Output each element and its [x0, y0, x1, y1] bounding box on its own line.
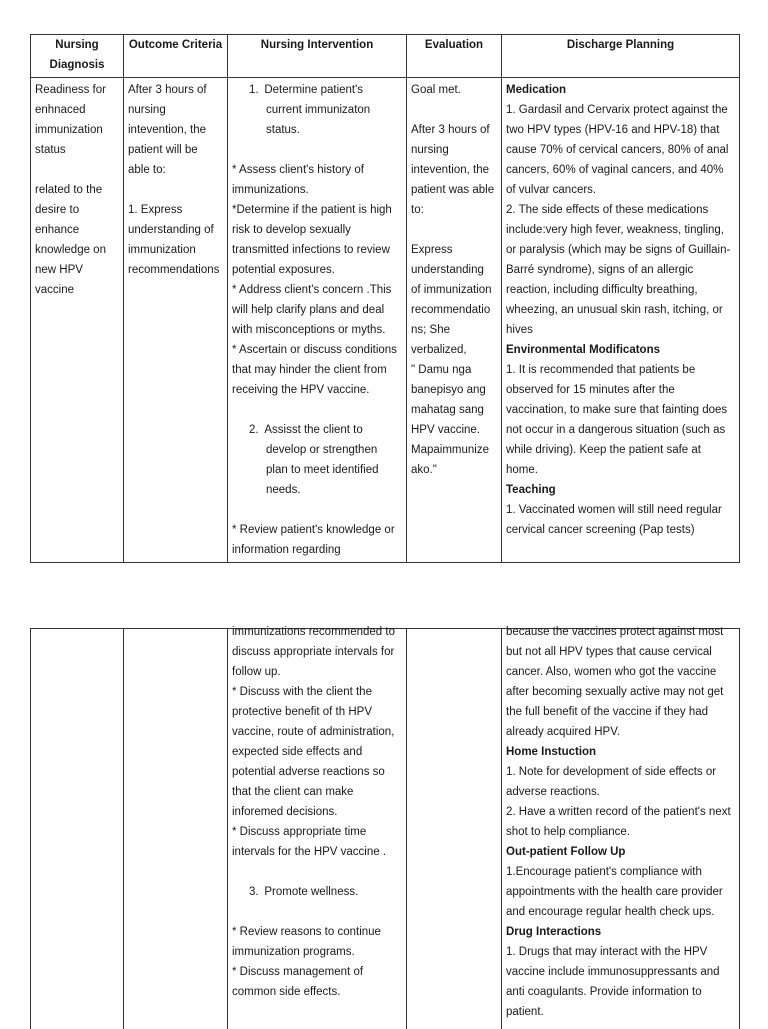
discharge-continued: because the vaccines protect against most but not all HPV types that cause cervical cancer. Also, women who got the vaccine after becoming sexually active may not get the full benefit of the vaccine if they had already acquired HPV. — [506, 622, 735, 742]
evaluation-line: recommendatio — [411, 300, 497, 320]
environment-item: 1. It is recommended that patients be observed for 15 minutes after the vaccination, to make sure that fainting does not occur in a dangerous situation (such as while driving). Keep the patient safe at home. — [506, 360, 735, 480]
evaluation-cell — [407, 629, 502, 1029]
evaluation-line: to: — [411, 200, 497, 220]
spacer — [128, 180, 223, 200]
evaluation-line: understanding — [411, 260, 497, 280]
outcome-line: 1. Express — [128, 200, 223, 220]
evaluation-line: After 3 hours of — [411, 120, 497, 140]
intervention-bullet: * Discuss appropriate time intervals for the HPV vaccine . — [232, 822, 402, 862]
diagnosis-line: enhnaced — [35, 100, 119, 120]
evaluation-line: mahatag sang — [411, 400, 497, 420]
outcome-line: After 3 hours of — [128, 80, 223, 100]
medication-item: 1. Gardasil and Cervarix protect against the two HPV types (HPV-16 and HPV-18) that cause 70% of cervical cancers, 80% of anal cancers, 60% of vaginal cancers, and 40% of vulvar cancers. — [506, 100, 735, 200]
diagnosis-line: vaccine — [35, 280, 119, 300]
evaluation-line: intevention, the — [411, 160, 497, 180]
home-instruction-item: 1. Note for development of side effects or adverse reactions. — [506, 762, 735, 802]
table-row — [31, 78, 740, 563]
diagnosis-line: desire to — [35, 200, 119, 220]
spacer — [232, 902, 402, 922]
spacer — [35, 160, 119, 180]
spacer — [411, 220, 497, 240]
diagnosis-line: Readiness for — [35, 80, 119, 100]
intervention-continued: immunizations recommended to discuss appropriate intervals for follow up. — [232, 622, 402, 682]
intervention-bullet: * Discuss management of common side effects. — [232, 962, 402, 1002]
diagnosis-line: knowledge on — [35, 240, 119, 260]
spacer — [232, 500, 402, 520]
intervention-numbered-item: 3. Promote wellness. — [232, 882, 402, 902]
diagnosis-cell — [31, 629, 124, 1029]
evaluation-line: banepisyo ang — [411, 380, 497, 400]
evaluation-line: Mapaimmunize — [411, 440, 497, 460]
section-heading-drug-interactions: Drug Interactions — [506, 922, 735, 942]
intervention-cell — [228, 78, 407, 563]
diagnosis-cell — [31, 78, 124, 563]
diagnosis-line: enhance — [35, 220, 119, 240]
outcome-line: patient will be — [128, 140, 223, 160]
header-row — [31, 35, 740, 78]
table-row — [31, 629, 740, 1029]
intervention-bullet: * Ascertain or discuss conditions that may hinder the client from receiving the HPV vaccine. — [232, 340, 402, 400]
diagnosis-line: new HPV — [35, 260, 119, 280]
evaluation-cell — [407, 78, 502, 563]
outcome-line: able to: — [128, 160, 223, 180]
outcome-line: recommendations — [128, 260, 223, 280]
intervention-bullet: * Assess client's history of immunizations. — [232, 160, 402, 200]
teaching-item: 1. Vaccinated women will still need regular cervical cancer screening (Pap tests) — [506, 500, 735, 540]
evaluation-line: Express — [411, 240, 497, 260]
care-plan-table-page2 — [30, 628, 740, 1029]
drug-interactions-item: 1. Drugs that may interact with the HPV vaccine include immunosuppressants and anti coagulants. Provide information to patient. — [506, 942, 735, 1022]
evaluation-line: of immunization — [411, 280, 497, 300]
evaluation-line: ns; She — [411, 320, 497, 340]
section-heading-home-instruction: Home Instuction — [506, 742, 735, 762]
discharge-cell — [502, 78, 740, 563]
evaluation-line: " Damu nga — [411, 360, 497, 380]
intervention-numbered-item: 2. Assisst the client to develop or strengthen plan to meet identified needs. — [232, 420, 402, 500]
spacer — [232, 400, 402, 420]
medication-item: 2. The side effects of these medications include:very high fever, weakness, tingling, or paralysis (which may be signs of Guillain-Barré syndrome), signs of an allergic reaction, including difficulty breathing, wheezing, an unusual skin rash, itching, or hives — [506, 200, 735, 340]
outcome-line: intevention, the — [128, 120, 223, 140]
outcome-line: understanding of — [128, 220, 223, 240]
outcome-cell — [124, 629, 228, 1029]
intervention-cell — [228, 629, 407, 1029]
header-evaluation: Evaluation — [407, 35, 502, 78]
section-heading-medication: Medication — [506, 80, 735, 100]
header-nursing-diagnosis: Nursing Diagnosis — [31, 35, 124, 78]
spacer — [411, 100, 497, 120]
section-heading-environment: Environmental Modificatons — [506, 340, 735, 360]
header-nursing-intervention: Nursing Intervention — [228, 35, 407, 78]
diagnosis-line: immunization — [35, 120, 119, 140]
outcome-line: immunization — [128, 240, 223, 260]
intervention-bullet: * Review patient's knowledge or information regarding — [232, 520, 402, 560]
diagnosis-line: status — [35, 140, 119, 160]
evaluation-line: Goal met. — [411, 80, 497, 100]
care-plan-table-page1 — [30, 34, 740, 563]
intervention-numbered-item: 1. Determine patient's current immunizaton status. — [232, 80, 402, 140]
outcome-cell — [124, 78, 228, 563]
outcome-line: nursing — [128, 100, 223, 120]
intervention-bullet: *Determine if the patient is high risk to develop sexually transmitted infections to review potential exposures. — [232, 200, 402, 280]
discharge-cell — [502, 629, 740, 1029]
header-discharge-planning: Discharge Planning — [502, 35, 740, 78]
section-heading-outpatient: Out-patient Follow Up — [506, 842, 735, 862]
evaluation-line: ako." — [411, 460, 497, 480]
spacer — [232, 140, 402, 160]
outpatient-item: 1.Encourage patient's compliance with appointments with the health care provider and encourage regular health check ups. — [506, 862, 735, 922]
evaluation-line: HPV vaccine. — [411, 420, 497, 440]
spacer — [232, 862, 402, 882]
intervention-bullet: * Review reasons to continue immunization programs. — [232, 922, 402, 962]
evaluation-line: patient was able — [411, 180, 497, 200]
evaluation-line: verbalized, — [411, 340, 497, 360]
section-heading-teaching: Teaching — [506, 480, 735, 500]
evaluation-line: nursing — [411, 140, 497, 160]
home-instruction-item: 2. Have a written record of the patient's next shot to help compliance. — [506, 802, 735, 842]
intervention-bullet: * Discuss with the client the protective benefit of th HPV vaccine, route of administration, expected side effects and potential adverse reactions so that the client can make inforemed decisions. — [232, 682, 402, 822]
intervention-bullet: * Address client's concern .This will help clarify plans and deal with misconceptions or myths. — [232, 280, 402, 340]
header-outcome-criteria: Outcome Criteria — [124, 35, 228, 78]
diagnosis-line: related to the — [35, 180, 119, 200]
